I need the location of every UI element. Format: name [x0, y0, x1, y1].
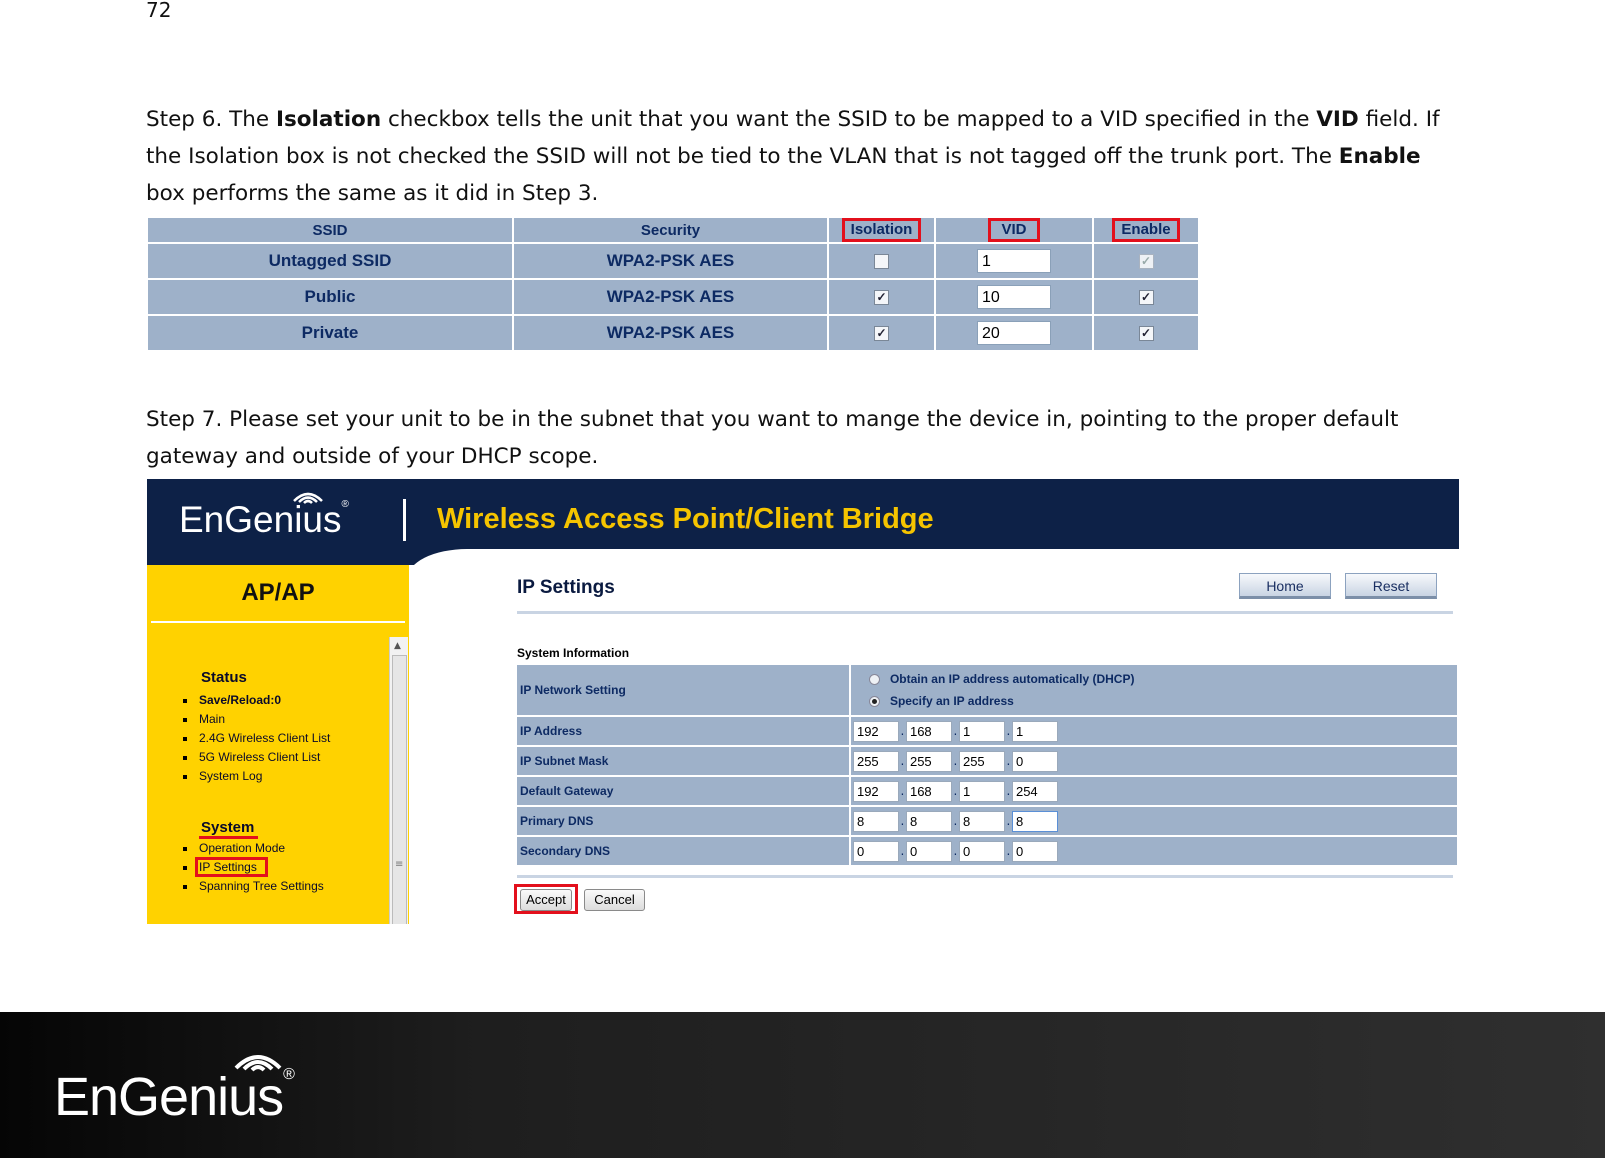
col-vid: [936, 218, 1092, 242]
octet-separator: .: [900, 814, 905, 828]
bullet-icon: [183, 866, 187, 870]
nav-item-ip-settings[interactable]: [183, 860, 268, 874]
table-row: [517, 665, 1457, 715]
octet-separator: .: [1006, 844, 1011, 858]
nav-heading-status[interactable]: Status: [201, 669, 247, 686]
primary-dns-label: Primary DNS: [517, 807, 849, 835]
octet-separator: .: [1006, 784, 1011, 798]
main-content: [517, 565, 1457, 924]
static-radio-option[interactable]: [853, 690, 1457, 712]
bullet-icon: [183, 775, 187, 779]
ip-network-setting-value: [849, 665, 1457, 715]
footer-registered-mark: ®: [283, 1066, 294, 1083]
subnet-octet-input[interactable]: 0: [1012, 751, 1058, 772]
vid-cell: [936, 244, 1092, 278]
ip-octet-input[interactable]: 192: [853, 721, 899, 742]
ip-octet-input[interactable]: 1: [1012, 721, 1058, 742]
default-gateway-field: [849, 777, 1457, 805]
ip-settings-highlight: IP Settings: [195, 857, 268, 877]
ssid-cell: Public: [148, 280, 512, 314]
bullet-icon: [183, 737, 187, 741]
nav-item-spanning-tree[interactable]: [183, 879, 324, 893]
octet-separator: .: [900, 784, 905, 798]
product-title: Wireless Access Point/Client Bridge: [437, 503, 934, 535]
table-row: [148, 244, 1198, 278]
table-row: [148, 280, 1198, 314]
logo-text: EnGenius: [179, 499, 342, 540]
gateway-octet-input[interactable]: 1: [959, 781, 1005, 802]
enable-checkbox[interactable]: ✓: [1139, 290, 1154, 305]
nav-item-operation-mode[interactable]: [183, 841, 285, 855]
nav-item-save-reload[interactable]: [183, 693, 281, 707]
table-row: [148, 316, 1198, 350]
subnet-octet-input[interactable]: 255: [906, 751, 952, 772]
subnet-mask-label: IP Subnet Mask: [517, 747, 849, 775]
octet-separator: .: [953, 754, 958, 768]
col-security: Security: [514, 218, 827, 242]
secondary-dns-field: [849, 837, 1457, 865]
enable-cell: [1094, 280, 1198, 314]
col-ssid: SSID: [148, 218, 512, 242]
operation-mode-title: AP/AP: [241, 579, 315, 606]
security-cell: WPA2-PSK AES: [514, 316, 827, 350]
accept-button[interactable]: Accept: [520, 889, 572, 911]
subnet-octet-input[interactable]: 255: [959, 751, 1005, 772]
page-title: IP Settings: [517, 577, 615, 598]
step6-bold-enable: Enable: [1338, 144, 1421, 169]
isolation-checkbox[interactable]: [874, 254, 889, 269]
ip-address-field: [849, 717, 1457, 745]
step6-text-1: Step 6. The: [146, 107, 276, 132]
octet-separator: .: [1006, 814, 1011, 828]
nav-item-label: Save/Reload:0: [199, 693, 282, 707]
octet-separator: .: [953, 814, 958, 828]
nav-item-24g-client-list[interactable]: [183, 731, 330, 745]
static-radio-label: Specify an IP address: [889, 694, 1014, 708]
isolation-checkbox[interactable]: ✓: [874, 290, 889, 305]
enable-checkbox: ✓: [1139, 254, 1154, 269]
gateway-octet-input[interactable]: 192: [853, 781, 899, 802]
enable-checkbox[interactable]: ✓: [1139, 326, 1154, 341]
col-enable: [1094, 218, 1198, 242]
nav-item-main[interactable]: [183, 712, 225, 726]
table-row: [517, 837, 1457, 865]
nav-item-5g-client-list[interactable]: [183, 750, 320, 764]
banner-divider: [403, 499, 406, 541]
table-row: [517, 777, 1457, 805]
ssid-cell: Untagged SSID: [148, 244, 512, 278]
home-button[interactable]: Home: [1239, 573, 1331, 599]
dns2-octet-input[interactable]: 0: [853, 841, 899, 862]
isolation-highlight: Isolation: [842, 218, 922, 242]
vid-cell: [936, 316, 1092, 350]
table-row: [517, 747, 1457, 775]
dns2-octet-input[interactable]: 0: [906, 841, 952, 862]
octet-separator: .: [900, 724, 905, 738]
logo-registered-mark: ®: [341, 499, 349, 510]
step7-paragraph: Step 7. Please set your unit to be in the subnet that you want to mange the device in, pointing to the proper default gateway and outside of your DHCP scope.: [146, 407, 1399, 469]
scroll-thumb[interactable]: [392, 655, 407, 924]
enable-cell: [1094, 244, 1198, 278]
router-admin-screenshot: [147, 479, 1459, 924]
nav-heading-system[interactable]: [201, 819, 258, 836]
header-banner: [147, 479, 1459, 565]
subnet-octet-input[interactable]: 255: [853, 751, 899, 772]
isolation-cell: [829, 280, 934, 314]
vid-highlight: VID: [988, 218, 1039, 242]
vid-input[interactable]: 1: [977, 249, 1051, 273]
ssid-cell: Private: [148, 316, 512, 350]
secondary-dns-label: Secondary DNS: [517, 837, 849, 865]
ip-octet-input[interactable]: 1: [959, 721, 1005, 742]
form-divider: [517, 875, 1453, 878]
dns1-octet-input[interactable]: 8: [959, 811, 1005, 832]
enable-highlight: Enable: [1112, 218, 1179, 242]
security-cell: WPA2-PSK AES: [514, 244, 827, 278]
dhcp-radio[interactable]: [869, 674, 880, 685]
wifi-icon: [291, 487, 325, 505]
footer-logo: [54, 1066, 294, 1128]
footer-logo-text: EnGenius: [54, 1067, 284, 1127]
scroll-grip-icon: ≡: [395, 859, 404, 870]
step6-text-2: checkbox tells the unit that you want the SSID to be mapped to a VID specified in the: [381, 107, 1317, 132]
isolation-cell: [829, 316, 934, 350]
cancel-button[interactable]: Cancel: [584, 889, 645, 911]
step6-paragraph: [146, 101, 1466, 212]
mode-divider: [151, 621, 405, 623]
sidebar-scrollbar[interactable]: [389, 637, 408, 924]
table-row: [517, 807, 1457, 835]
dns2-octet-input[interactable]: 0: [1012, 841, 1058, 862]
dhcp-radio-label: Obtain an IP address automatically (DHCP): [889, 672, 1135, 686]
dns1-octet-input[interactable]: 8: [906, 811, 952, 832]
sidebar: [147, 565, 409, 924]
bullet-icon: [183, 699, 187, 703]
ip-address-label: IP Address: [517, 717, 849, 745]
ip-octet-input[interactable]: 168: [906, 721, 952, 742]
octet-separator: .: [900, 754, 905, 768]
octet-separator: .: [1006, 724, 1011, 738]
octet-separator: .: [953, 844, 958, 858]
nav-item-label: Operation Mode: [199, 841, 286, 855]
gateway-octet-input[interactable]: 168: [906, 781, 952, 802]
vlan-table-header: [148, 218, 1198, 242]
ip-settings-table: [517, 663, 1457, 867]
nav-item-label: System Log: [199, 769, 263, 783]
system-heading-highlight: System: [199, 819, 258, 839]
nav-item-label: 5G Wireless Client List: [199, 750, 321, 764]
dhcp-radio-option[interactable]: [853, 668, 1457, 690]
security-cell: WPA2-PSK AES: [514, 280, 827, 314]
ip-network-setting-label: IP Network Setting: [517, 665, 849, 715]
vid-input[interactable]: 10: [977, 285, 1051, 309]
subnet-mask-field: [849, 747, 1457, 775]
vid-input[interactable]: 20: [977, 321, 1051, 345]
wifi-icon: [232, 1046, 284, 1072]
engenius-logo: [179, 499, 349, 541]
vid-cell: [936, 280, 1092, 314]
step6-text-3: field. If the Isolation box is not checked the SSID will not be tied to the VLAN that is not tagged off the trunk port. The: [146, 107, 1440, 169]
step6-bold-isolation: Isolation: [275, 107, 382, 132]
bullet-icon: [183, 756, 187, 760]
nav-item-system-log[interactable]: [183, 769, 262, 783]
static-radio[interactable]: [869, 696, 880, 707]
bullet-icon: [183, 847, 187, 851]
nav-item-label: Main: [199, 712, 226, 726]
isolation-checkbox[interactable]: ✓: [874, 326, 889, 341]
octet-separator: .: [953, 784, 958, 798]
step6-bold-vid: VID: [1316, 107, 1359, 132]
step6-text-4: box performs the same as it did in Step 3.: [146, 181, 599, 206]
nav-item-label: 2.4G Wireless Client List: [199, 731, 331, 745]
nav-item-label: Spanning Tree Settings: [199, 879, 324, 893]
scroll-up-icon[interactable]: ▲: [394, 641, 401, 651]
title-divider: [517, 611, 1453, 614]
page-number: 72: [146, 0, 172, 22]
dns2-octet-input[interactable]: 0: [959, 841, 1005, 862]
bullet-icon: [183, 885, 187, 889]
isolation-cell: [829, 244, 934, 278]
primary-dns-field: [849, 807, 1457, 835]
section-label: System Information: [517, 646, 630, 660]
reset-button[interactable]: Reset: [1345, 573, 1437, 599]
octet-separator: .: [953, 724, 958, 738]
vlan-ssid-table: [146, 216, 1200, 352]
enable-cell: [1094, 316, 1198, 350]
octet-separator: .: [1006, 754, 1011, 768]
table-row: [517, 717, 1457, 745]
dns1-octet-input[interactable]: 8: [853, 811, 899, 832]
default-gateway-label: Default Gateway: [517, 777, 849, 805]
gateway-octet-input[interactable]: 254: [1012, 781, 1058, 802]
bullet-icon: [183, 718, 187, 722]
dns1-octet-input[interactable]: 8: [1012, 811, 1058, 832]
page-footer: [0, 1012, 1605, 1158]
col-isolation: [829, 218, 934, 242]
octet-separator: .: [900, 844, 905, 858]
